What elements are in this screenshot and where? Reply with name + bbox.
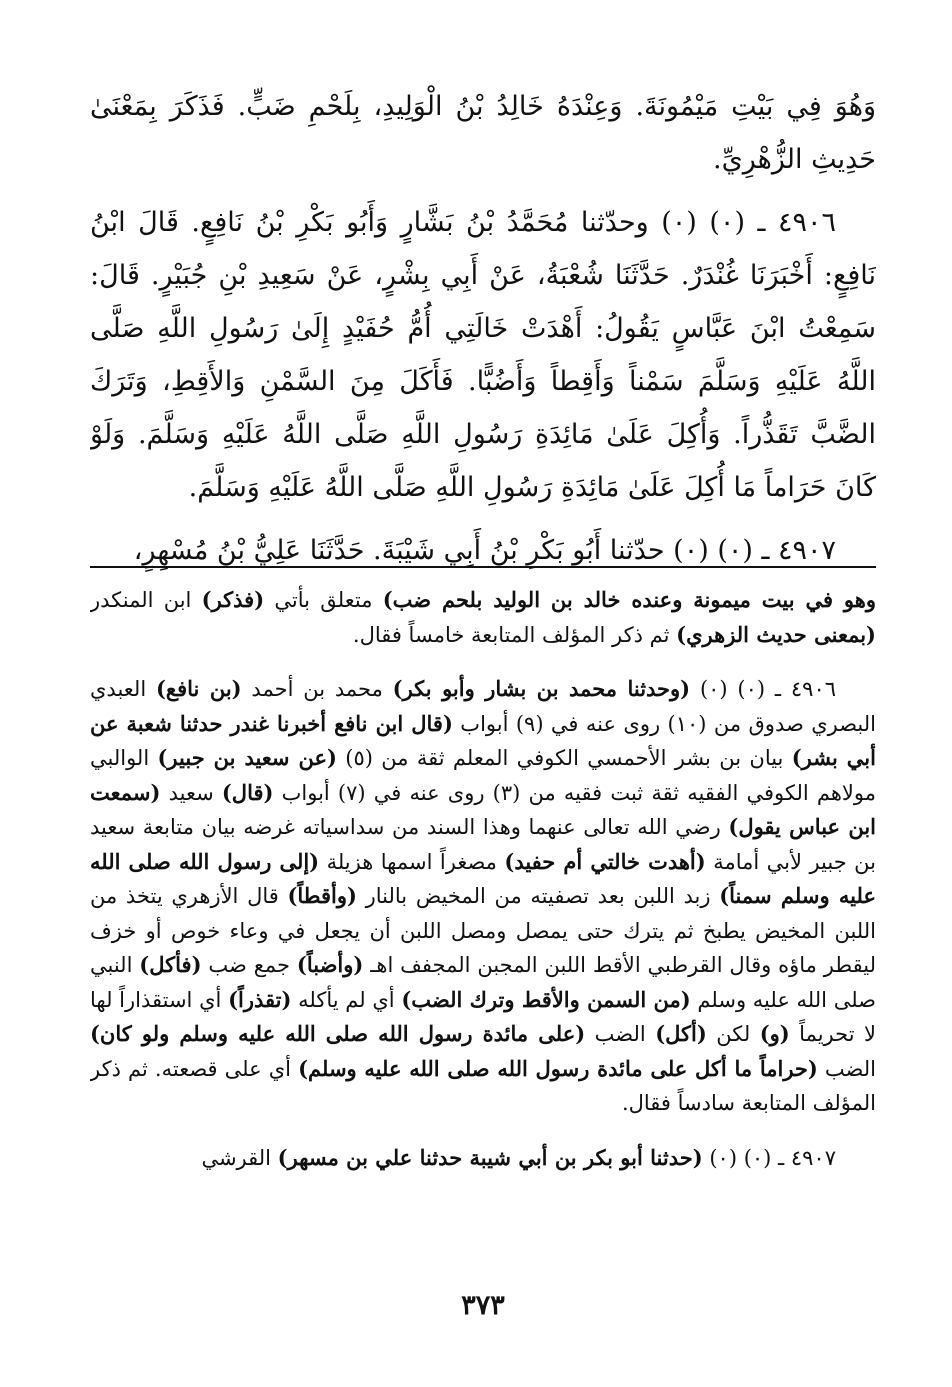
quoted-hadith-text: (فأكل) [139, 952, 202, 977]
commentary-text [90, 583, 876, 1175]
commentary-run: قال الأزهري يتخذ من اللبن المخيض يطبخ ثم يترك حتى يمصل ومصل اللبن أن يجعل في وعاء خوص أو خزف ليقطر ماؤه وقال القرطبي الأقط اللبن المجبن المجفف اهـ [90, 884, 876, 977]
quoted-hadith-text: (فذكر) [201, 587, 265, 612]
quoted-hadith-text: (قال ابن نافع أخبرنا غندر حدثنا شعبة عن أبي بشر) [90, 710, 876, 770]
commentary-run: القرشي [201, 1145, 278, 1170]
page-number: ٣٧٣ [461, 1290, 505, 1321]
commentary-run: ٤٩٠٦ ـ (٠) (٠) [690, 677, 837, 701]
quoted-hadith-text: (قال) [221, 779, 274, 805]
quoted-hadith-text: (من السمن والأقط وترك الضب) [401, 986, 691, 1012]
commentary-paragraph-continuation [90, 583, 876, 652]
commentary-run: النبي صلى الله عليه وسلم [90, 953, 876, 1012]
commentary-run: متعلق بأتي [264, 588, 383, 612]
hadith-paragraph-4907: ٤٩٠٧ ـ (٠) (٠) حدّثنا أَبُو بَكْرِ بْنُ أَبِي شَيْبَةَ. حَدَّثَنَا عَلِيُّ بْنُ مُسْهِرٍ، [133, 535, 836, 566]
quoted-hadith-text: (أهدت خالتي أم حفيد) [504, 848, 706, 874]
quoted-hadith-text: (على مائدة رسول الله صلى الله عليه وسلم ولو كان) [90, 1021, 586, 1046]
commentary-run: لكن [706, 1022, 760, 1046]
commentary-paragraph-4906 [90, 672, 876, 1121]
commentary-run: زبد اللبن بعد تصفيته من المخيض بالنار [356, 884, 720, 908]
footnote-divider [90, 566, 876, 568]
commentary-run: جمع ضب [201, 953, 297, 977]
hadith-paragraph-continuation: وَهُوَ فِي بَيْتِ مَيْمُونَةَ. وَعِنْدَهُ خَالِدُ بْنُ الْوَلِيدِ، بِلَحْمِ ضَبٍّ. فَذَكَرَ بِمَعْنَىٰ حَدِيثِ الزُّهْرِيِّ. [90, 91, 876, 175]
book-page [90, 80, 876, 1370]
quoted-hadith-text: (إلى رسول الله صلى الله عليه وسلم سمناً) [90, 848, 876, 908]
commentary-run: محمد بن أحمد [241, 677, 393, 701]
hadith-paragraph-4906: ٤٩٠٦ ـ (٠) (٠) وحدّثنا مُحَمَّدُ بْنُ بَشَّارٍ وَأَبُو بَكْرِ بْنُ نَافِعٍ. قَالَ ابْنُ نَافِعٍ: أَخْبَرَنَا غُنْدَرٌ. حَدَّثَنَا شُعْبَةُ، عَنْ أَبِي بِشْرٍ، عَنْ سَعِيدِ بْنِ جُبَيْرٍ. قَالَ: سَمِعْتُ ابْنَ عَبَّاسٍ يَقُولُ: أَهْدَتْ خَالَتِي أُمُّ حُفَيْدٍ إِلَىٰ رَسُولِ اللَّهِ صَلَّى اللَّهُ عَلَيْهِ وَسَلَّمَ سَمْناً وَأَقِطاً وَأَضُبًّا. فَأَكَلَ مِنَ السَّمْنِ وَالأَقِطِ، وَتَرَكَ الضَّبَّ تَقَذُّراً. وَأُكِلَ عَلَىٰ مَائِدَةِ رَسُولِ اللَّهِ صَلَّى اللَّهُ عَلَيْهِ وَسَلَّمَ. وَلَوْ كَانَ حَرَاماً مَا أُكِلَ عَلَىٰ مَائِدَةِ رَسُولِ اللَّهِ صَلَّى اللَّهُ عَلَيْهِ وَسَلَّمَ. [90, 207, 876, 503]
commentary-run: أي استقذاراً لها لا تحريماً [90, 987, 876, 1046]
quoted-hadith-text: (حدثنا أبو بكر بن أبي شيبة حدثنا علي بن مسهر) [277, 1144, 703, 1170]
commentary-run: الوالبي مولاهم الكوفي الفقيه ثقة ثبت فقيه من (٣) روى عنه في (٧) أبواب [90, 746, 876, 805]
commentary-paragraph-4907 [90, 1141, 876, 1176]
commentary-run: سعيد [160, 780, 222, 805]
quoted-hadith-text: (بمعنى حديث الزهري) [676, 621, 876, 647]
quoted-hadith-text: (حراماً ما أكل على مائدة رسول الله صلى الله عليه وسلم) [298, 1055, 818, 1081]
quoted-hadith-text: (بن نافع) [155, 676, 242, 701]
quoted-hadith-text: (وأضباً) [296, 952, 364, 977]
commentary-run: مصغراً اسمها هزيلة [319, 849, 505, 874]
commentary-run: أي على قصعته. ثم ذكر المؤلف المتابعة سادساً فقال. [90, 1056, 876, 1115]
hadith-text [90, 80, 876, 577]
commentary-run: بيان بن بشر الأحمسي الكوفي المعلم ثقة من (٥) [336, 746, 792, 770]
quoted-hadith-text: (وحدثنا محمد بن بشار وأبو بكر) [392, 676, 691, 701]
quoted-hadith-text: (عن سعيد بن جبير) [157, 745, 337, 770]
quoted-hadith-text: (سمعت ابن عباس يقول) [90, 779, 876, 839]
commentary-run: الضب [585, 1022, 656, 1046]
quoted-hadith-text: (و) [759, 1021, 790, 1046]
commentary-run: الضب [817, 1056, 876, 1081]
quoted-hadith-text: وهو في بيت ميمونة وعنده خالد بن الوليد بلحم ضب) [382, 587, 876, 612]
commentary-run: ٤٩٠٧ ـ (٠) (٠) [702, 1145, 836, 1170]
commentary-run: ثم ذكر المؤلف المتابعة خامساً فقال. [352, 622, 677, 647]
commentary-run: العبدي البصري صدوق من (١٠) روى عنه في (٩) أبواب [90, 677, 876, 736]
quoted-hadith-text: (وأقطاً) [287, 883, 357, 908]
quoted-hadith-text: (تقذراً) [228, 986, 292, 1012]
quoted-hadith-text: (أكل) [655, 1021, 707, 1046]
commentary-run: رضي الله تعالى عنهما وهذا السند من سداسياته غرضه بيان متابعة سعيد بن جبير لأبي أمامة [90, 815, 876, 874]
commentary-run: ابن المنكدر [90, 588, 202, 612]
commentary-run: أي لم يأكله [291, 987, 402, 1012]
